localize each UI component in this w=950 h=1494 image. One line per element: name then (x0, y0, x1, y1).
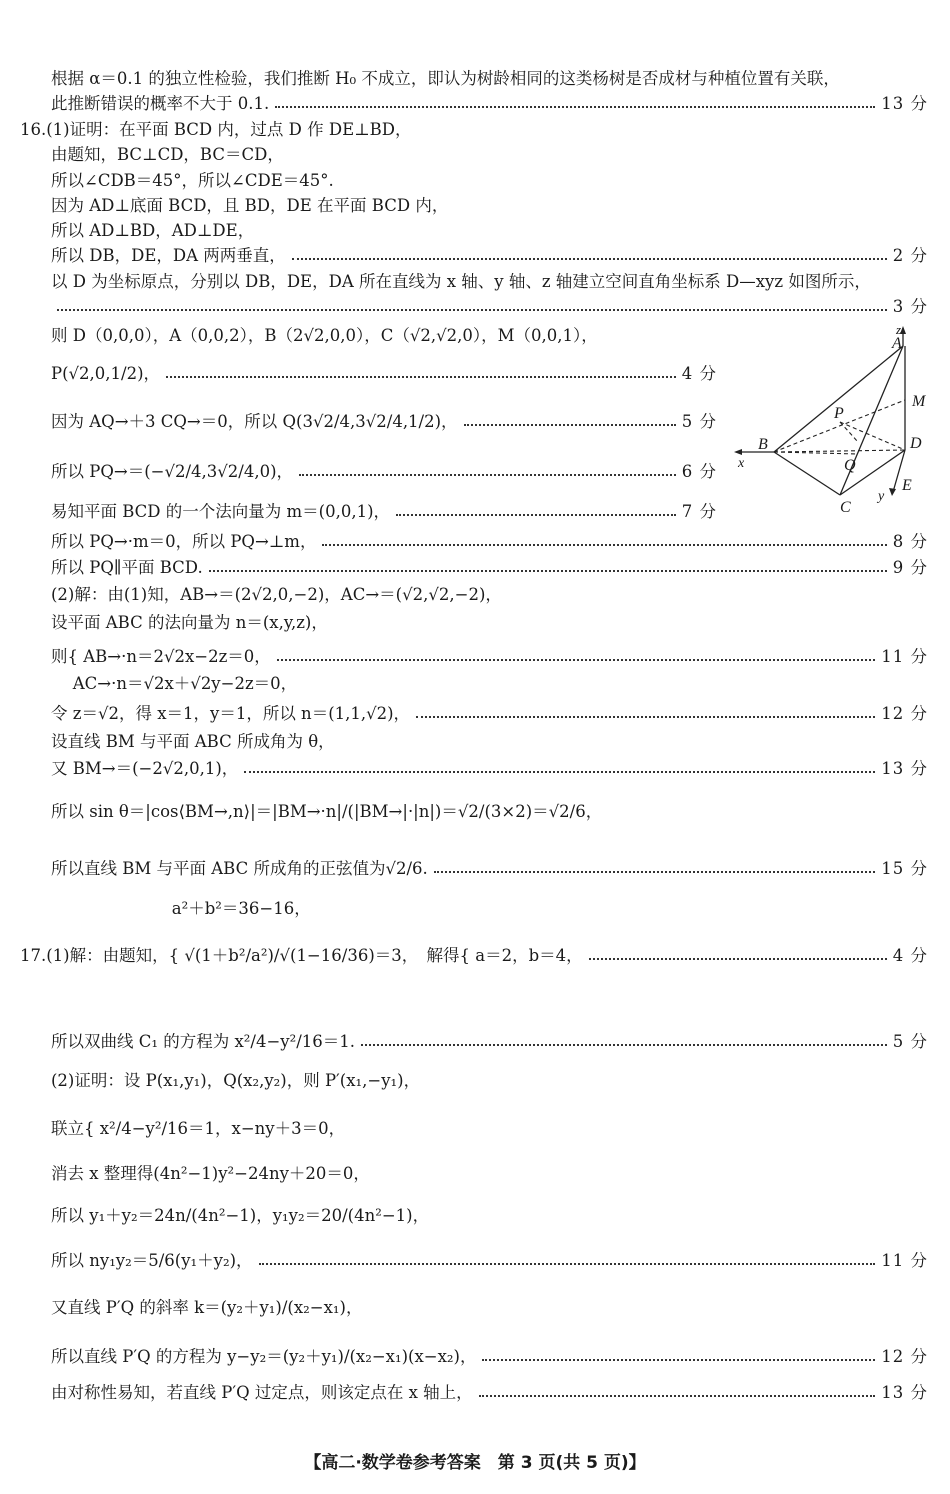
text-line (51, 296, 928, 318)
text-line (51, 1297, 928, 1319)
line-text: 以 D 为坐标原点，分别以 DB，DE，DA 所在直线为 x 轴、y 轴、z 轴建立空间直角坐标系 D—xyz 如图所示， (51, 272, 871, 291)
label-A: A (892, 335, 902, 352)
dot-leader (259, 1263, 876, 1265)
dot-leader (482, 1359, 875, 1361)
y-arrow-icon (889, 488, 896, 496)
line-text: AC→·n＝√2x＋√2y−2z＝0， (51, 674, 298, 693)
text-line (51, 501, 717, 523)
line-text: 由题知，BC⊥CD，BC＝CD， (51, 145, 284, 164)
score-label: 5 分 (892, 1032, 928, 1051)
x-arrow-icon (734, 449, 742, 455)
dot-leader (277, 659, 875, 661)
text-line (51, 93, 928, 115)
problem-16-heading: 16.(1)证明：在平面 BCD 内，过点 D 作 DE⊥BD， (20, 120, 412, 139)
text-line (51, 531, 928, 553)
text-line (51, 1346, 928, 1368)
dot-leader (396, 514, 676, 516)
dot-leader (275, 106, 875, 108)
line-text: 设直线 BM 与平面 ABC 所成角为 θ， (51, 732, 335, 751)
page-footer: 【高二·数学卷参考答案 第 3 页(共 5 页)】 (304, 1453, 646, 1473)
edge-AB (774, 346, 903, 452)
line-text: 易知平面 BCD 的一个法向量为 m＝(0,0,1)， (51, 502, 391, 521)
problem-17-heading: 17.(1)解：由题知，{ √(1＋b²/a²)/√(1−16/36)＝3， 解得{ a＝2，b＝4， (20, 946, 583, 965)
line-text: 根据 α＝0.1 的独立性检验，我们推断 H₀ 不成立，即认为树龄相同的这类杨树是否成材与种植位置有关联， (51, 69, 840, 88)
text-line (51, 170, 928, 192)
score-label: 7 分 (681, 502, 717, 521)
text-line (51, 703, 928, 725)
line-text: 所以 DB，DE，DA 两两垂直， (51, 246, 286, 265)
line-text: 此推断错误的概率不大于 0.1. (51, 94, 270, 113)
score-label: 11 分 (881, 1251, 928, 1270)
score-label: 13 分 (881, 1383, 928, 1402)
line-text: 联立{ x²/4−y²/16＝1，x−ny＋3＝0， (51, 1119, 346, 1138)
text-line (51, 801, 928, 823)
text-line (51, 858, 928, 880)
line-text: 所以 AD⊥BD，AD⊥DE， (51, 221, 255, 240)
line-text: 则{ AB→·n＝2√2x−2z＝0， (51, 647, 271, 666)
text-line (51, 461, 717, 483)
text-line (51, 1118, 928, 1140)
segment-PD-dashed (840, 422, 905, 450)
text-line (51, 731, 928, 753)
line-text: a²＋b²＝36−16， (51, 899, 311, 918)
line-text: 设平面 ABC 的法向量为 n＝(x,y,z)， (51, 613, 328, 632)
dot-leader (464, 424, 676, 426)
line-text: 所以 PQ→·m＝0，所以 PQ→⊥m， (51, 532, 317, 551)
score-label: 15 分 (881, 859, 928, 878)
text-line (51, 245, 928, 267)
score-label: 12 分 (881, 1347, 928, 1366)
dot-leader (589, 958, 887, 960)
label-x: x (738, 456, 745, 471)
line-text: 所以 sin θ＝|cos⟨BM→,n⟩|＝|BM→·n|/(|BM→|·|n|)＝√2/(3×2)＝√2/6， (51, 802, 603, 821)
label-D: D (910, 435, 922, 452)
text-line (51, 1250, 928, 1272)
line-text: (2)证明：设 P(x₁,y₁)，Q(x₂,y₂)，则 P′(x₁,−y₁)， (51, 1071, 421, 1090)
dot-leader (209, 570, 887, 572)
text-line (51, 411, 717, 433)
label-M: M (912, 393, 926, 410)
dot-leader (434, 871, 875, 873)
text-line (20, 119, 928, 141)
line-text: 所以 PQ∥平面 BCD. (51, 558, 203, 577)
text-line (51, 646, 928, 668)
score-label: 12 分 (881, 704, 928, 723)
score-label: 9 分 (892, 558, 928, 577)
text-line (51, 557, 928, 579)
line-text: P(√2,0,1/2)， (51, 364, 161, 383)
score-label: 13 分 (881, 759, 928, 778)
line-text: 则 D（0,0,0），A（0,0,2），B（2√2,0,0），C（√2,√2,0），M（0,0,1）， (51, 326, 598, 345)
text-line (51, 584, 928, 606)
line-text: 又 BM→＝(−2√2,0,1)， (51, 759, 239, 778)
label-z: z (896, 322, 902, 337)
line-text: 因为 AQ→＋3 CQ→＝0，所以 Q(3√2/4,3√2/4,1/2)， (51, 412, 458, 431)
line-text: 又直线 P′Q 的斜率 k＝(y₂＋y₁)/(x₂−x₁)， (51, 1298, 363, 1317)
line-text: 所以 PQ→＝(−√2/4,3√2/4,0)， (51, 462, 294, 481)
dot-leader (166, 376, 676, 378)
score-label: 8 分 (892, 532, 928, 551)
pyramid-diagram (728, 322, 928, 514)
text-line (51, 758, 928, 780)
text-line (51, 1070, 928, 1092)
line-text: 所以∠CDB＝45°，所以∠CDE＝45°. (51, 171, 334, 190)
line-text: 因为 AD⊥底面 BCD，且 BD，DE 在平面 BCD 内， (51, 196, 449, 215)
score-label: 5 分 (681, 412, 717, 431)
label-C: C (840, 499, 851, 514)
text-line (51, 1163, 928, 1185)
line-text: 所以直线 BM 与平面 ABC 所成角的正弦值为√2/6. (51, 859, 428, 878)
dot-leader (244, 771, 875, 773)
text-line (51, 1205, 928, 1227)
text-line (51, 220, 928, 242)
line-text: 令 z＝√2，得 x＝1，y＝1，所以 n＝(1,1,√2)， (51, 704, 411, 723)
line-text: (2)解：由(1)知，AB→＝(2√2,0,−2)，AC→＝(√2,√2,−2)， (51, 585, 502, 604)
text-line (51, 612, 928, 634)
text-line (51, 673, 928, 695)
label-Q: Q (844, 457, 856, 474)
dot-leader (416, 716, 875, 718)
text-line (51, 1382, 928, 1404)
edge-BC (774, 452, 840, 495)
label-y: y (878, 489, 885, 504)
text-line (51, 195, 928, 217)
score-label: 3 分 (892, 297, 928, 316)
segment-BQ-dashed (774, 452, 858, 454)
text-line (51, 1031, 928, 1053)
label-P: P (834, 405, 844, 422)
text-line (51, 325, 717, 347)
text-line (51, 144, 928, 166)
line-text: 由对称性易知，若直线 P′Q 过定点，则该定点在 x 轴上， (51, 1383, 473, 1402)
dot-leader (479, 1395, 876, 1397)
text-line (51, 363, 717, 385)
line-text: 消去 x 整理得(4n²−1)y²−24ny＋20＝0， (51, 1164, 370, 1183)
score-label: 6 分 (681, 462, 717, 481)
line-text: 所以双曲线 C₁ 的方程为 x²/4−y²/16＝1. (51, 1032, 356, 1051)
line-text: 所以 y₁＋y₂＝24n/(4n²−1)，y₁y₂＝20/(4n²−1)， (51, 1206, 430, 1225)
dot-leader (292, 258, 887, 260)
label-B: B (758, 436, 768, 453)
dot-leader (299, 474, 676, 476)
label-E: E (902, 477, 912, 494)
score-label: 11 分 (881, 647, 928, 666)
dot-leader (57, 309, 887, 311)
dot-leader (322, 544, 886, 546)
line-text: 所以 ny₁y₂＝5/6(y₁＋y₂)， (51, 1251, 253, 1270)
text-line (51, 68, 928, 90)
text-line (20, 945, 928, 967)
text-line (51, 271, 928, 293)
geometry-figure (728, 322, 928, 514)
edge-BD-dashed (774, 450, 905, 452)
score-label: 4 分 (892, 946, 928, 965)
dot-leader (361, 1044, 887, 1046)
score-label: 4 分 (681, 364, 717, 383)
text-line (51, 898, 928, 920)
line-text: 所以直线 P′Q 的方程为 y−y₂＝(y₂＋y₁)/(x₂−x₁)(x−x₂)， (51, 1347, 477, 1366)
score-label: 2 分 (892, 246, 928, 265)
score-label: 13 分 (881, 94, 928, 113)
